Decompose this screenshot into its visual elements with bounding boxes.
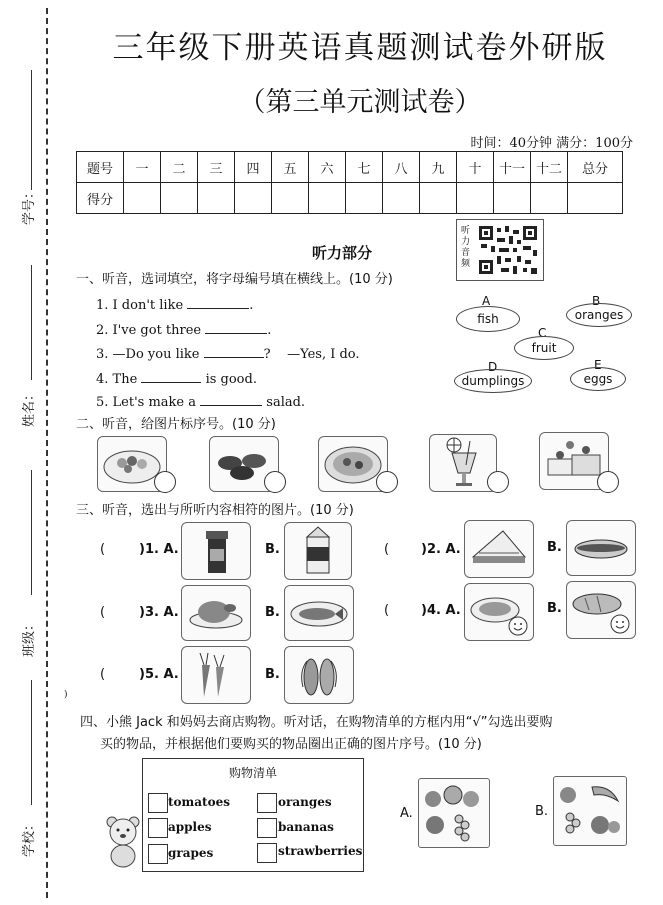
score-table-row1-label: 题号: [77, 152, 124, 183]
noodle-plate-icon: [465, 584, 533, 640]
part3-q2-paren: (: [384, 542, 390, 557]
part3-q3-picture-b[interactable]: [284, 585, 354, 641]
roast-chicken-icon: [182, 586, 250, 640]
score-table-score-row: [77, 183, 623, 214]
part1-q5: [96, 393, 305, 410]
score-col: 五: [272, 152, 309, 183]
margin-mark: ): [64, 690, 68, 700]
item-tomatoes: tomatoes: [168, 795, 230, 809]
score-col: 九: [420, 152, 457, 183]
part2-answer-circle-4[interactable]: [487, 471, 509, 493]
part1-q2-text: 2. I've got three: [96, 323, 202, 338]
part4-picture-b[interactable]: [553, 776, 627, 846]
part1-q5-text: 5. Let's make a: [96, 395, 196, 410]
score-col: 八: [383, 152, 420, 183]
part1-instruction: 一、听音，选词填空，将字母编号填在横线上。(10 分): [76, 272, 393, 287]
part3-q4-picture-b[interactable]: [566, 581, 636, 639]
part1-q1: [96, 296, 253, 313]
item-apples: apples: [168, 820, 212, 834]
score-cell[interactable]: [568, 183, 623, 214]
part3-q2-picture-a[interactable]: [464, 520, 534, 578]
part1-q2-blank[interactable]: [205, 321, 267, 334]
name-line: [31, 265, 32, 380]
item-bananas: bananas: [278, 820, 334, 834]
score-cell[interactable]: [272, 183, 309, 214]
option-c-bubble: fruit: [514, 336, 574, 360]
part1-q2-end: .: [267, 323, 272, 338]
score-col: 十二: [531, 152, 568, 183]
part1-q3-text: 3. —Do you like: [96, 347, 200, 362]
option-e-bubble: eggs: [570, 367, 626, 391]
checkbox-oranges[interactable]: [257, 793, 277, 813]
part1-q5-blank[interactable]: [200, 393, 262, 406]
part2-answer-circle-3[interactable]: [376, 471, 398, 493]
milk-carton-icon: [285, 523, 351, 579]
part3-q1-label: )1. A.: [139, 542, 179, 557]
score-cell[interactable]: [124, 183, 161, 214]
checkbox-bananas[interactable]: [257, 818, 277, 838]
part4-instruction-line1: 四、小熊 Jack 和妈妈去商店购物。听对话，在购物清单的方框内用“√”勾选出要购: [80, 715, 553, 730]
part3-q1-b-label: B.: [265, 542, 280, 557]
option-c-letter: C: [538, 326, 547, 340]
shopping-list-title: 购物清单: [228, 766, 277, 780]
part3-q5-label: )5. A.: [139, 667, 179, 682]
listening-heading: 听力部分: [312, 244, 373, 262]
score-cell[interactable]: [161, 183, 198, 214]
qr-code-icon[interactable]: [477, 224, 539, 276]
part3-q4-b-label: B.: [547, 601, 562, 616]
part2-answer-circle-1[interactable]: [154, 471, 176, 493]
carrots-icon: [182, 647, 250, 703]
item-strawberries: strawberries: [278, 844, 363, 858]
student-no-label: 学号：: [22, 185, 38, 226]
part3-q2-picture-b[interactable]: [566, 520, 636, 576]
option-b-bubble: oranges: [566, 303, 632, 327]
part3-q4-paren: (: [384, 603, 390, 618]
bread-icon: [567, 582, 635, 638]
score-cell[interactable]: [383, 183, 420, 214]
fish-plate-icon: [285, 586, 353, 640]
score-col: 七: [346, 152, 383, 183]
part3-q1-picture-b[interactable]: [284, 522, 352, 580]
part4-option-a-label: A.: [400, 806, 413, 821]
option-d-bubble: dumplings: [454, 369, 532, 393]
part2-instruction: 二、听音，给图片标序号。(10 分): [76, 417, 276, 432]
name-label: 姓名：: [22, 387, 38, 428]
class-line: [31, 470, 32, 595]
part1-q3-answer: —Yes, I do.: [287, 347, 360, 362]
part1-q2: [96, 321, 271, 338]
option-d-letter: D: [488, 360, 498, 374]
time-info: 时间：40分钟 满分：100分: [470, 136, 633, 151]
score-table-header-row: [77, 152, 623, 183]
score-col: 六: [309, 152, 346, 183]
option-a-bubble: fish: [456, 306, 520, 332]
part2-answer-circle-5[interactable]: [597, 471, 619, 493]
qr-box: [456, 219, 544, 281]
option-e-letter: E: [594, 358, 602, 372]
checkbox-grapes[interactable]: [148, 844, 168, 864]
corn-icon: [285, 647, 353, 703]
shopping-list: [142, 758, 364, 872]
part3-q5-b-label: B.: [265, 667, 280, 682]
hotdog-icon: [567, 521, 635, 575]
part1-q3-blank[interactable]: [204, 345, 264, 358]
part1-q4-end: is good.: [205, 372, 257, 387]
part1-q1-text: 1. I don't like: [96, 298, 184, 313]
school-line: [31, 680, 32, 805]
part3-q1-picture-a[interactable]: [181, 522, 251, 580]
score-cell[interactable]: [420, 183, 457, 214]
score-col: 十一: [494, 152, 531, 183]
part4-option-b-label: B.: [535, 804, 549, 819]
page-title: 三年级下册英语真题测试卷外研版: [112, 30, 608, 66]
part3-q5-paren: (: [100, 667, 106, 682]
item-grapes: grapes: [168, 846, 214, 860]
part4-instruction-line2: 买的物品，并根据他们要购买的物品圈出正确的图片序号。(10 分): [100, 737, 482, 752]
part1-q3-mark: ?: [263, 347, 271, 362]
cola-cup-icon: [182, 523, 250, 579]
school-label: 学校：: [22, 817, 38, 858]
part1-q1-end: .: [249, 298, 254, 313]
score-col: 三: [198, 152, 235, 183]
part3-instruction: 三、听音，选出与所听内容相符的图片。(10 分): [76, 503, 354, 518]
score-col: 四: [235, 152, 272, 183]
student-no-line: [31, 70, 32, 190]
score-table: [76, 151, 623, 214]
score-col: 二: [161, 152, 198, 183]
part4-picture-a[interactable]: [418, 778, 490, 848]
score-cell[interactable]: [531, 183, 568, 214]
score-table-row2-label: 得分: [77, 183, 124, 214]
binding-dashed-line: [46, 8, 48, 898]
part3-q2-b-label: B.: [547, 540, 562, 555]
fruit-group-b-icon: [554, 777, 626, 845]
part3-q2-label: )2. A.: [421, 542, 461, 557]
part1-q1-blank[interactable]: [187, 296, 249, 309]
bear-jack-icon: [100, 814, 146, 870]
part2-answer-circle-2[interactable]: [264, 471, 286, 493]
part1-q5-end: salad.: [266, 395, 306, 410]
qr-label: 听力音频: [461, 226, 471, 269]
part3-q4-picture-a[interactable]: [464, 583, 534, 641]
score-cell[interactable]: [346, 183, 383, 214]
part3-q3-picture-a[interactable]: [181, 585, 251, 641]
score-col: 十: [457, 152, 494, 183]
page-subtitle: （第三单元测试卷）: [238, 87, 482, 118]
checkbox-tomatoes[interactable]: [148, 793, 168, 813]
checkbox-strawberries[interactable]: [257, 843, 277, 863]
part3-q5-picture-a[interactable]: [181, 646, 251, 704]
part1-q4-text: 4. The: [96, 372, 138, 387]
item-oranges: oranges: [278, 795, 332, 809]
part3-q4-label: )4. A.: [421, 603, 461, 618]
score-cell[interactable]: [235, 183, 272, 214]
part1-q4-blank[interactable]: [141, 370, 201, 383]
score-cell[interactable]: [198, 183, 235, 214]
score-col-total: 总分: [568, 152, 623, 183]
sandwich-icon: [465, 521, 533, 577]
score-cell[interactable]: [494, 183, 531, 214]
part1-q4: [96, 370, 257, 387]
score-cell[interactable]: [457, 183, 494, 214]
score-col: 一: [124, 152, 161, 183]
part3-q3-label: )3. A.: [139, 605, 179, 620]
part3-q1-paren: (: [100, 542, 106, 557]
score-cell[interactable]: [309, 183, 346, 214]
part3-q5-picture-b[interactable]: [284, 646, 354, 704]
part3-q3-paren: (: [100, 605, 106, 620]
checkbox-apples[interactable]: [148, 818, 168, 838]
class-label: 班级：: [22, 617, 38, 658]
option-b-letter: B: [592, 294, 601, 308]
part1-q3: [96, 345, 360, 362]
part3-q3-b-label: B.: [265, 605, 280, 620]
fruit-group-a-icon: [419, 779, 489, 847]
option-a-letter: A: [482, 294, 491, 308]
